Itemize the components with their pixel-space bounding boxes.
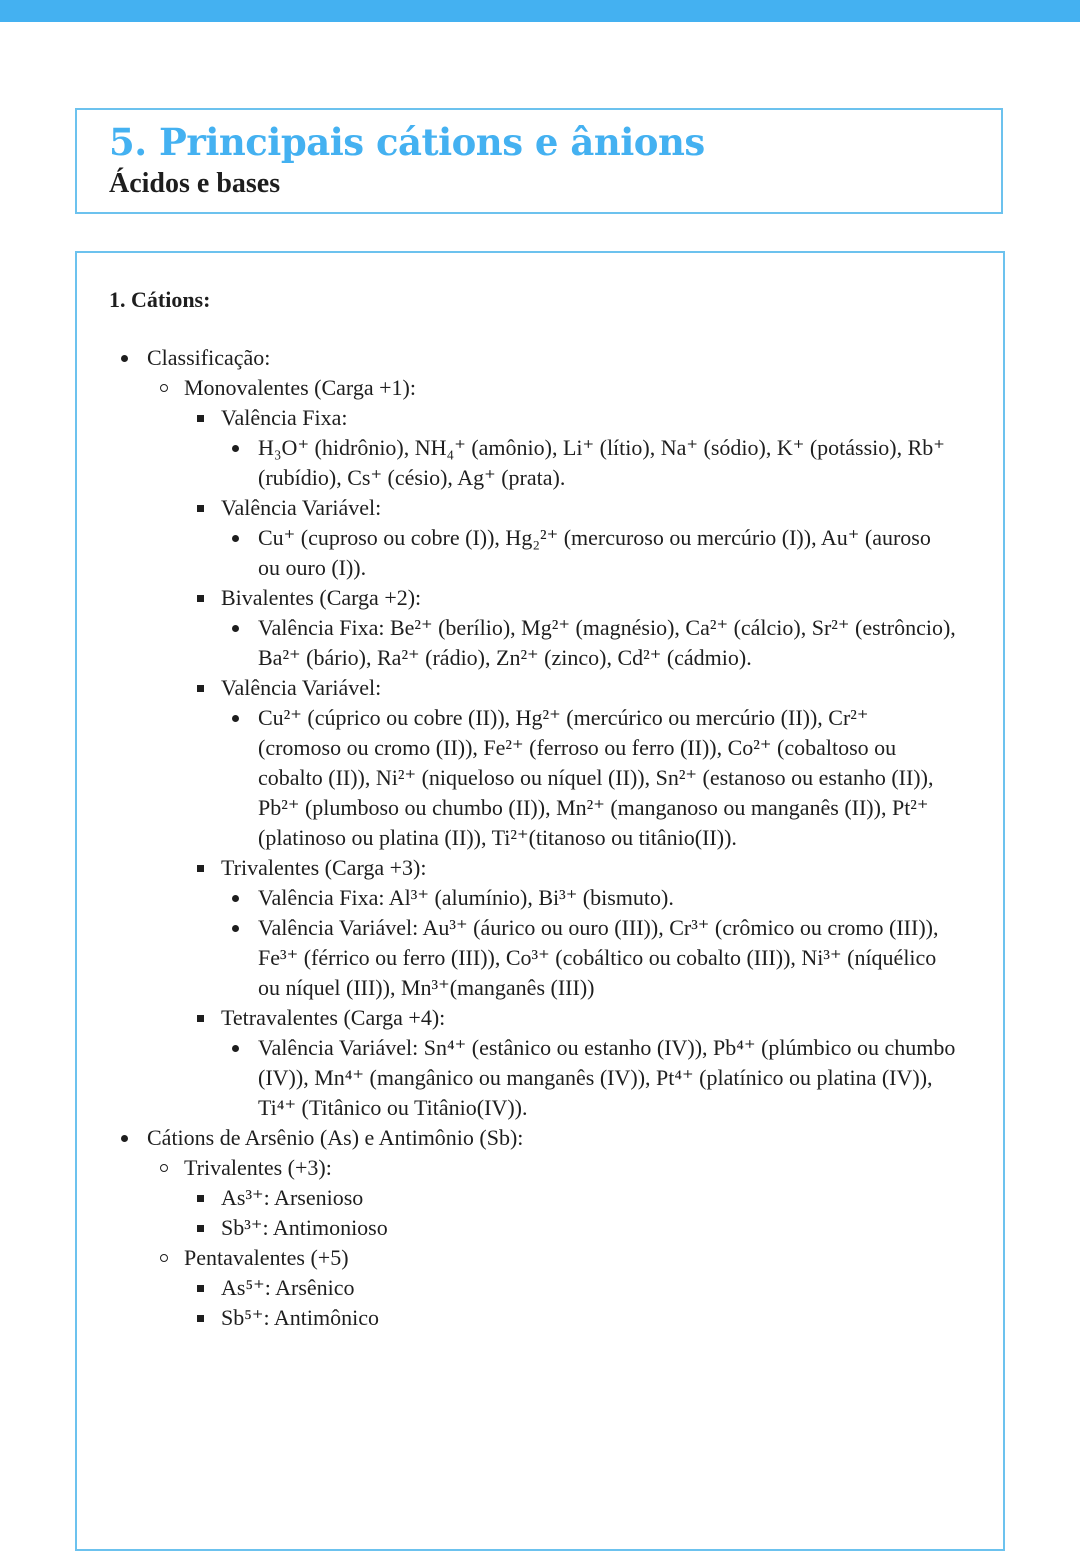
list-item xyxy=(77,373,1003,403)
cation-list xyxy=(77,343,1003,1333)
list-item-continuation xyxy=(77,643,1003,673)
list-item-text: ou níquel (III)), Mn³⁺(manganês (III)) xyxy=(258,975,595,1000)
list-item xyxy=(77,433,1003,463)
section-heading: 1. Cátions: xyxy=(109,287,211,312)
list-item-text: Cu²⁺ (cúprico ou cobre (II)), Hg²⁺ (mercúrico ou mercúrio (II)), Cr²⁺ xyxy=(258,703,869,733)
list-item xyxy=(77,1303,1003,1333)
list-item-continuation xyxy=(77,793,1003,823)
top-accent-bar xyxy=(0,0,1080,22)
title-box xyxy=(75,108,1003,214)
list-item-text: Cátions de Arsênio (As) e Antimônio (Sb): xyxy=(147,1123,523,1153)
list-item xyxy=(77,673,1003,703)
list-item-text: Cu⁺ (cuproso ou cobre (I)), Hg₂²⁺ (mercuroso ou mercúrio (I)), Au⁺ (auroso xyxy=(258,523,931,553)
list-item-continuation xyxy=(77,973,1003,1003)
list-item xyxy=(77,1213,1003,1243)
content-box xyxy=(75,251,1005,1551)
list-item-continuation xyxy=(77,1093,1003,1123)
list-item-continuation xyxy=(77,1063,1003,1093)
list-item-text: Tetravalentes (Carga +4): xyxy=(221,1003,445,1033)
page-subtitle: Ácidos e bases xyxy=(109,168,281,199)
list-item-text: Sb³⁺: Antimonioso xyxy=(221,1213,388,1243)
list-item-text: Valência Variável: Au³⁺ (áurico ou ouro (III)), Cr³⁺ (crômico ou cromo (III)), xyxy=(258,913,938,943)
list-item xyxy=(77,403,1003,433)
list-item xyxy=(77,1243,1003,1273)
list-item-text: Bivalentes (Carga +2): xyxy=(221,583,421,613)
list-item-text: Valência Variável: xyxy=(221,673,381,703)
list-item xyxy=(77,913,1003,943)
list-item-text: Monovalentes (Carga +1): xyxy=(184,373,416,403)
list-item xyxy=(77,853,1003,883)
list-item-continuation xyxy=(77,553,1003,583)
list-item-text: Valência Variável: Sn⁴⁺ (estânico ou estanho (IV)), Pb⁴⁺ (plúmbico ou chumbo xyxy=(258,1033,955,1063)
list-item-text: Pentavalentes (+5) xyxy=(184,1243,349,1273)
list-item xyxy=(77,703,1003,733)
list-item xyxy=(77,1153,1003,1183)
list-item-text: Valência Variável: xyxy=(221,493,381,523)
list-item-text: H₃O⁺ (hidrônio), NH₄⁺ (amônio), Li⁺ (lítio), Na⁺ (sódio), K⁺ (potássio), Rb⁺ xyxy=(258,433,945,463)
list-item xyxy=(77,343,1003,373)
list-item-text: Ba²⁺ (bário), Ra²⁺ (rádio), Zn²⁺ (zinco), Cd²⁺ (cádmio). xyxy=(258,645,752,670)
list-item xyxy=(77,1183,1003,1213)
page-title: 5. Principais cátions e ânions xyxy=(109,120,705,164)
list-item-text: Trivalentes (+3): xyxy=(184,1153,332,1183)
list-item-text: As⁵⁺: Arsênico xyxy=(221,1273,355,1303)
list-item-text: (rubídio), Cs⁺ (césio), Ag⁺ (prata). xyxy=(258,465,566,490)
list-item-text: Pb²⁺ (plumboso ou chumbo (II)), Mn²⁺ (manganoso ou manganês (II)), Pt²⁺ xyxy=(258,795,929,820)
list-item-text: As³⁺: Arsenioso xyxy=(221,1183,363,1213)
list-item-continuation xyxy=(77,733,1003,763)
list-item xyxy=(77,1033,1003,1063)
list-item-continuation xyxy=(77,463,1003,493)
list-item xyxy=(77,523,1003,553)
list-item xyxy=(77,613,1003,643)
list-item-text: (platinoso ou platina (II)), Ti²⁺(titanoso ou titânio(II)). xyxy=(258,825,737,850)
list-item xyxy=(77,493,1003,523)
list-item xyxy=(77,1123,1003,1153)
list-item-text: Valência Fixa: Al³⁺ (alumínio), Bi³⁺ (bismuto). xyxy=(258,883,674,913)
list-item-continuation xyxy=(77,943,1003,973)
list-item-text: Sb⁵⁺: Antimônico xyxy=(221,1303,379,1333)
list-item-text: Valência Fixa: Be²⁺ (berílio), Mg²⁺ (magnésio), Ca²⁺ (cálcio), Sr²⁺ (estrôncio), xyxy=(258,613,956,643)
list-item xyxy=(77,1003,1003,1033)
list-item-text: (IV)), Mn⁴⁺ (mangânico ou manganês (IV)), Pt⁴⁺ (platínico ou platina (IV)), xyxy=(258,1065,933,1090)
list-item-text: (cromoso ou cromo (II)), Fe²⁺ (ferroso ou ferro (II)), Co²⁺ (cobaltoso ou xyxy=(258,735,897,760)
list-item-text: Ti⁴⁺ (Titânico ou Titânio(IV)). xyxy=(258,1095,528,1120)
list-item-text: ou ouro (I)). xyxy=(258,555,367,580)
list-item-text: cobalto (II)), Ni²⁺ (niqueloso ou níquel (II)), Sn²⁺ (estanoso ou estanho (II)), xyxy=(258,765,934,790)
list-item-text: Valência Fixa: xyxy=(221,403,347,433)
list-item-text: Fe³⁺ (férrico ou ferro (III)), Co³⁺ (cobáltico ou cobalto (III)), Ni³⁺ (níquélico xyxy=(258,945,937,970)
list-item-text: Trivalentes (Carga +3): xyxy=(221,853,427,883)
list-item-text: Classificação: xyxy=(147,343,270,373)
list-item xyxy=(77,583,1003,613)
list-item xyxy=(77,1273,1003,1303)
list-item-continuation xyxy=(77,823,1003,853)
list-item xyxy=(77,883,1003,913)
list-item-continuation xyxy=(77,763,1003,793)
